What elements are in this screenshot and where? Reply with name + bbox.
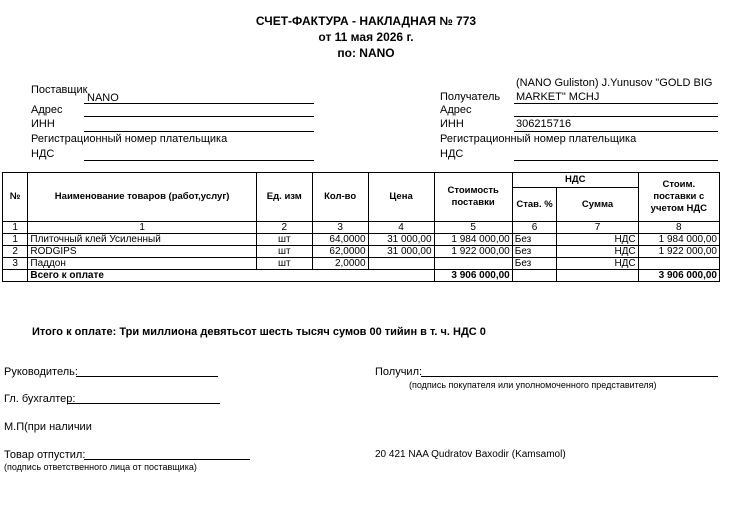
row-qty: 64,0000 <box>312 234 368 246</box>
supplier-address-line <box>84 116 314 117</box>
row-total: 1 922 000,00 <box>638 246 719 258</box>
row-unit: шт <box>256 234 312 246</box>
row-sum: НДС <box>557 246 638 258</box>
row-no: 3 <box>3 258 28 270</box>
header-total-cost: Стоим. поставки с учетом НДС <box>638 173 719 222</box>
director-line <box>76 376 218 377</box>
recipient-value-1: (NANO Guliston) J.Yunusov "GOLD BIG <box>516 77 713 89</box>
row-rate: Без <box>512 234 557 246</box>
recipient-value-2: MARKET" MCHJ <box>516 91 600 103</box>
header-nds: НДС <box>512 173 638 188</box>
summary-text: Итого к оплате: Три миллиона девятьсот шесть тысяч сумов 00 тийин в т. ч. НДС 0 <box>32 326 486 338</box>
recipient-inn-line <box>514 131 718 132</box>
header-sum: Сумма <box>557 188 638 222</box>
row-name: Паддон <box>28 258 257 270</box>
supplier-address-label: Адрес <box>31 104 63 116</box>
col-number: 6 <box>512 222 557 234</box>
row-sum: НДС <box>557 234 638 246</box>
col-number: 2 <box>256 222 312 234</box>
row-unit: шт <box>256 246 312 258</box>
header-no: № <box>3 173 28 222</box>
recipient-inn-label: ИНН <box>440 118 464 130</box>
supplier-inn-line <box>84 131 314 132</box>
row-price <box>368 258 434 270</box>
recipient-address-label: Адрес <box>440 104 472 116</box>
row-qty: 2,0000 <box>312 258 368 270</box>
row-rate: Без <box>512 246 557 258</box>
header-qty: Кол-во <box>312 173 368 222</box>
row-name: Плиточный клей Усиленный <box>28 234 257 246</box>
stamp-label: М.П(при наличии <box>4 421 92 433</box>
released-note: (подпись ответственного лица от поставщика) <box>4 462 197 472</box>
row-unit: шт <box>256 258 312 270</box>
col-number: 1 <box>28 222 257 234</box>
invoice-po: по: NANO <box>337 46 395 60</box>
row-total: 1 984 000,00 <box>638 234 719 246</box>
invoice-date: от 11 мая 2026 г. <box>318 30 414 44</box>
supplier-nds-label: НДС <box>31 148 55 160</box>
total-empty <box>3 270 28 282</box>
received-label: Получил: <box>375 366 423 378</box>
col-number: 4 <box>368 222 434 234</box>
row-sum: НДС <box>557 258 638 270</box>
supplier-value: NANO <box>87 92 119 104</box>
header-price: Цена <box>368 173 434 222</box>
col-number: 3 <box>312 222 368 234</box>
supplier-label: Поставщик <box>31 84 88 96</box>
row-total <box>638 258 719 270</box>
total-sum: 3 906 000,00 <box>638 270 719 282</box>
total-label: Всего к оплате <box>28 270 434 282</box>
recipient-nds-line <box>514 160 718 161</box>
released-line <box>84 459 250 460</box>
total-rate-empty <box>512 270 557 282</box>
total-sum-empty <box>557 270 638 282</box>
recipient-inn-value: 306215716 <box>516 118 572 130</box>
received-line <box>421 376 718 377</box>
recipient-reg-label: Регистрационный номер плательщика <box>440 133 637 145</box>
recipient-address-line <box>514 116 718 117</box>
recipient-label: Получатель <box>440 91 501 103</box>
row-no: 1 <box>3 234 28 246</box>
row-qty: 62,0000 <box>312 246 368 258</box>
invoice-title: СЧЕТ-ФАКТУРА - НАКЛАДНАЯ № 773 <box>255 14 477 28</box>
row-rate: Без <box>512 258 557 270</box>
header-unit: Ед. изм <box>256 173 312 222</box>
supplier-nds-line <box>84 160 314 161</box>
received-note: (подпись покупателя или уполномоченного представителя) <box>409 380 657 390</box>
row-no: 2 <box>3 246 28 258</box>
row-price: 31 000,00 <box>368 246 434 258</box>
col-number: 7 <box>557 222 638 234</box>
header-name: Наименование товаров (работ,услуг) <box>28 173 257 222</box>
table-row <box>3 246 720 258</box>
items-table <box>2 172 720 282</box>
header-cost: Стоимость поставки <box>434 173 512 222</box>
table-row <box>3 234 720 246</box>
row-cost <box>434 258 512 270</box>
recipient-nds-label: НДС <box>440 148 464 160</box>
row-cost: 1 984 000,00 <box>434 234 512 246</box>
accountant-line <box>68 403 220 404</box>
released-label: Товар отпустил: <box>4 449 86 461</box>
col-number: 8 <box>638 222 719 234</box>
row-price: 31 000,00 <box>368 234 434 246</box>
table-row <box>3 258 720 270</box>
total-row <box>3 270 720 282</box>
col-number: 1 <box>3 222 28 234</box>
accountant-label: Гл. бухгалтер: <box>4 393 76 405</box>
recipient-line <box>514 103 718 104</box>
header-rate: Став. % <box>512 188 557 222</box>
supplier-inn-label: ИНН <box>31 118 55 130</box>
total-cost: 3 906 000,00 <box>434 270 512 282</box>
supplier-line <box>84 103 314 104</box>
driver-info: 20 421 NAA Qudratov Baxodir (Kamsamol) <box>375 449 566 460</box>
row-cost: 1 922 000,00 <box>434 246 512 258</box>
supplier-reg-label: Регистрационный номер плательщика <box>31 133 228 145</box>
row-name: RODGIPS <box>28 246 257 258</box>
col-number: 5 <box>434 222 512 234</box>
director-label: Руководитель: <box>4 366 78 378</box>
